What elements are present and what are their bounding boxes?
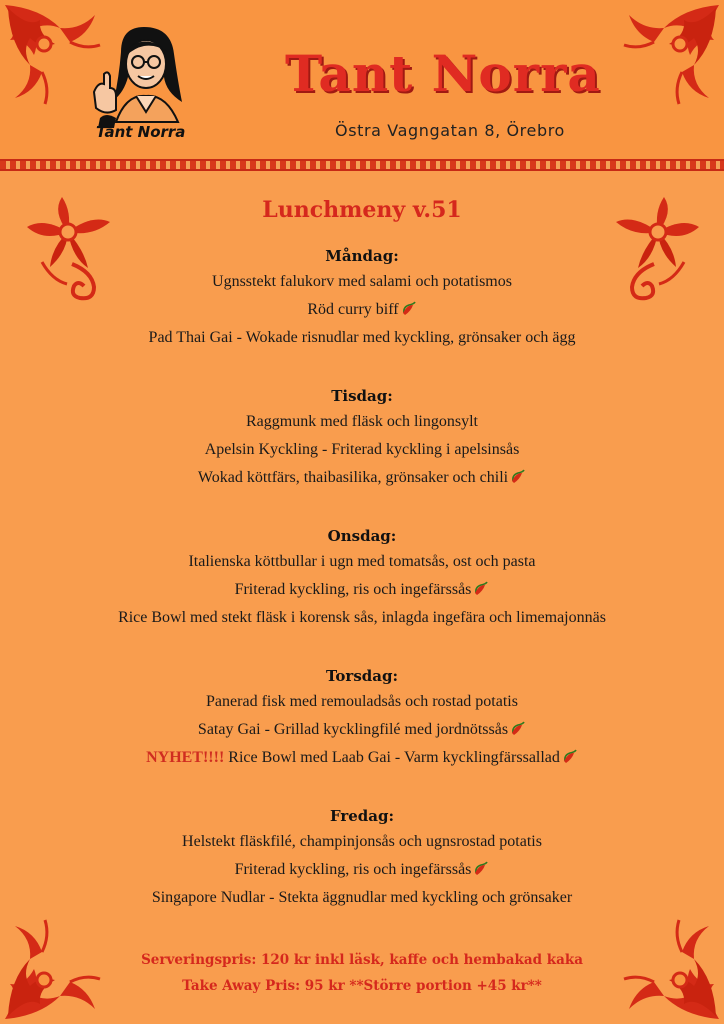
day-name: Onsdag: bbox=[327, 527, 397, 545]
dish-item: Friterad kyckling, ris och ingefärssås bbox=[0, 856, 724, 884]
dish-item: NYHET!!!! Rice Bowl med Laab Gai - Varm kycklingfärssallad bbox=[0, 744, 724, 772]
logo-text: Tant Norra bbox=[96, 123, 186, 141]
chili-pepper-icon bbox=[473, 861, 489, 875]
chili-pepper-icon bbox=[510, 721, 526, 735]
dish-item: Italienska köttbullar i ugn med tomatsås, ost och pasta bbox=[188, 553, 536, 570]
dish-item: Panerad fisk med remouladsås och rostad potatis bbox=[206, 693, 518, 710]
dish-item: Raggmunk med fläsk och lingonsylt bbox=[246, 413, 478, 430]
dish-item: Röd curry biff bbox=[0, 296, 724, 324]
day-name: Måndag: bbox=[325, 247, 399, 265]
chili-pepper-icon bbox=[562, 749, 578, 763]
day-name: Torsdag: bbox=[325, 667, 399, 685]
day-name: Tisdag: bbox=[331, 387, 393, 405]
takeaway-price: Take Away Pris: 95 kr **Större portion +45 kr** bbox=[182, 978, 542, 994]
menu-title: Lunchmeny v.51 bbox=[262, 197, 462, 223]
decorative-border bbox=[0, 159, 724, 171]
dish-item: Ugnsstekt falukorv med salami och potatismos bbox=[212, 273, 512, 290]
dish-item: Pad Thai Gai - Wokade risnudlar med kyckling, grönsaker och ägg bbox=[148, 329, 576, 346]
dish-item: Satay Gai - Grillad kycklingfilé med jordnötssås bbox=[0, 716, 724, 744]
new-badge: NYHET!!!! bbox=[146, 749, 225, 766]
corner-ornament-bottom-right-icon bbox=[614, 914, 724, 1024]
dish-item: Singapore Nudlar - Stekta äggnudlar med kyckling och grönsaker bbox=[151, 889, 573, 906]
day-section-friday bbox=[0, 804, 724, 912]
dish-item: Rice Bowl med stekt fläsk i korensk sås, inlagda ingefära och limemajonnäs bbox=[118, 609, 606, 626]
restaurant-address: Östra Vagngatan 8, Örebro bbox=[335, 121, 565, 140]
day-section-wednesday bbox=[0, 524, 724, 632]
day-section-monday bbox=[0, 244, 724, 352]
dish-item: Helstekt fläskfilé, champinjonsås och ugnsrostad potatis bbox=[182, 833, 542, 850]
day-section-tuesday bbox=[0, 384, 724, 492]
restaurant-title: Tant Norra bbox=[285, 44, 601, 103]
chili-pepper-icon bbox=[473, 581, 489, 595]
serving-price: Serveringspris: 120 kr inkl läsk, kaffe och hembakad kaka bbox=[141, 952, 583, 968]
chili-pepper-icon bbox=[401, 301, 417, 315]
dish-item: Apelsin Kyckling - Friterad kyckling i apelsinsås bbox=[204, 441, 520, 458]
chili-pepper-icon bbox=[510, 469, 526, 483]
day-section-thursday bbox=[0, 664, 724, 772]
day-name: Fredag: bbox=[329, 807, 395, 825]
corner-ornament-bottom-left-icon bbox=[0, 914, 110, 1024]
dish-item: Wokad köttfärs, thaibasilika, grönsaker och chili bbox=[0, 464, 724, 492]
dish-item: Friterad kyckling, ris och ingefärssås bbox=[0, 576, 724, 604]
